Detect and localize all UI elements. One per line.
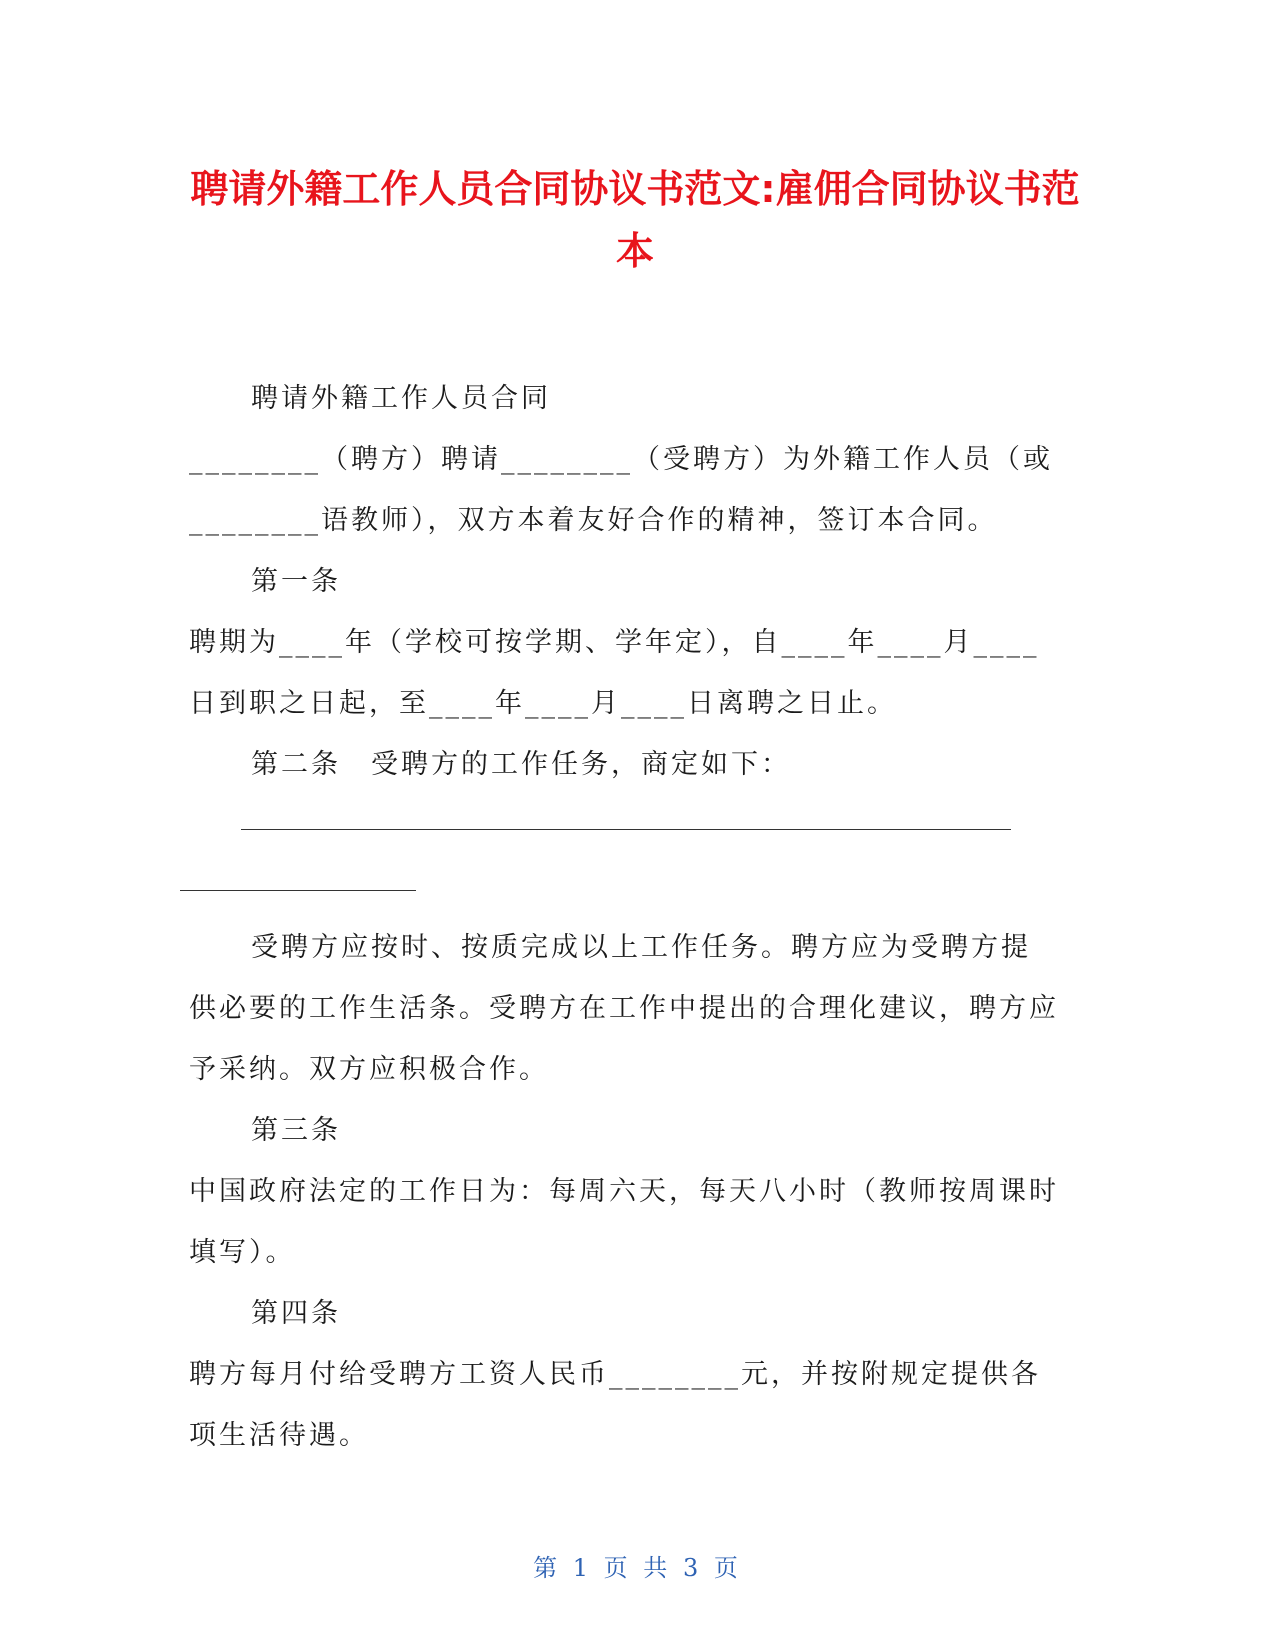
article-2-heading: 第二条 受聘方的工作任务，商定如下： [251,749,791,780]
page-number-footer: 第 1 页 共 3 页 [533,1554,742,1582]
intro-paragraph: ________（聘方）聘请________（受聘方）为外籍工作人员（或________语教师），双方本着友好合作的精神，签订本合同。 [189,444,1053,536]
article-1-heading: 第一条 [251,566,341,597]
article-3-heading: 第三条 [251,1115,341,1146]
document-title: 聘请外籍工作人员合同协议书范文:雇佣合同协议书范本 [190,167,1080,273]
article-4-text: 聘方每月付给受聘方工资人民币________元，并按附规定提供各项生活待遇。 [189,1359,1041,1451]
article-1-text: 聘期为____年（学校可按学期、学年定），自____年____月____日到职之日起，至____年____月____日离聘之日止。 [189,627,1040,719]
document-body [189,368,1059,1466]
article-2-text: 受聘方应按时、按质完成以上工作任务。聘方应为受聘方提供必要的工作生活条。受聘方在工作中提出的合理化建议，聘方应予采纳。双方应积极合作。 [189,932,1059,1085]
blank-fill-line-short [189,856,1059,917]
article-4-heading: 第四条 [251,1298,341,1329]
contract-heading: 聘请外籍工作人员合同 [251,383,551,414]
blank-fill-line [189,795,1059,856]
article-3-text: 中国政府法定的工作日为：每周六天，每天八小时（教师按周课时填写）。 [189,1176,1059,1268]
